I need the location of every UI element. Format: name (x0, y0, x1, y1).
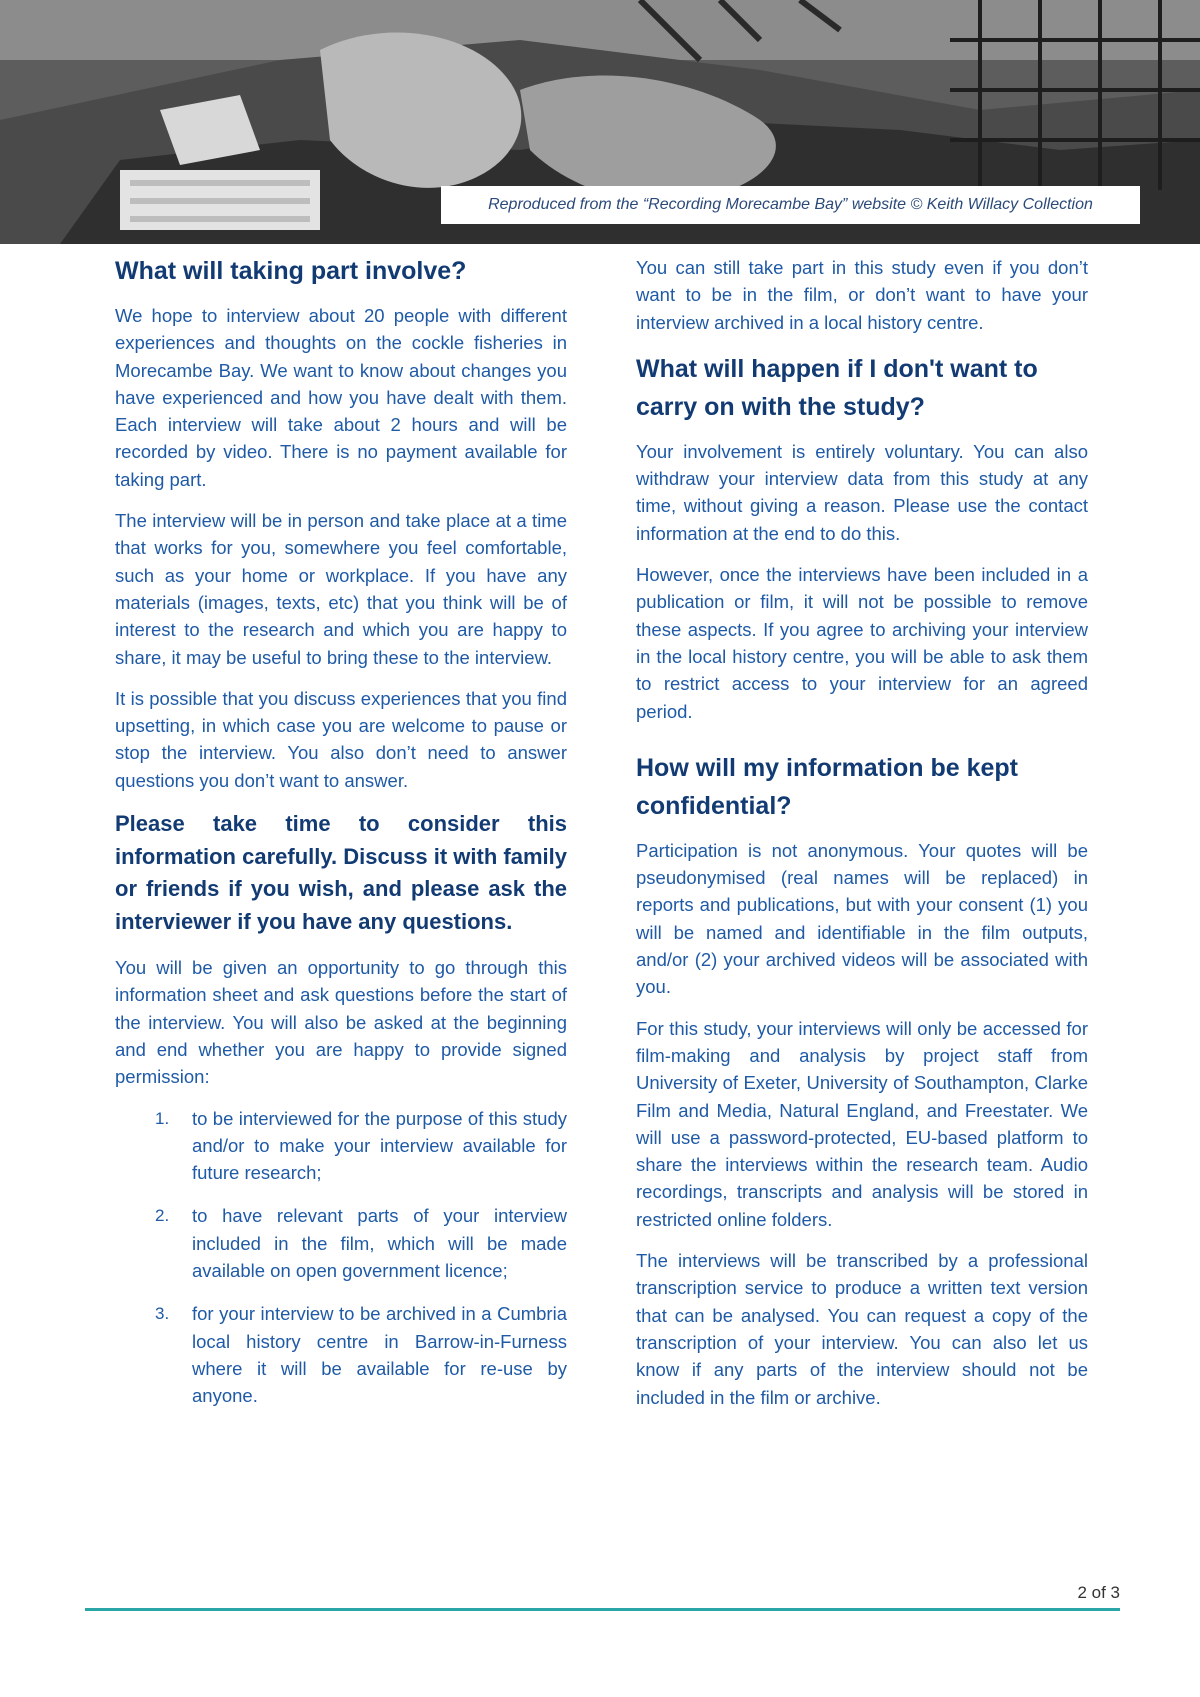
list-item (115, 1202, 567, 1284)
paragraph-upsetting-experiences: It is possible that you discuss experiences that you find upsetting, in which case you are welcome to pause or stop the interview. You also don’t need to answer questions you don’t want to answer. (115, 687, 567, 791)
list-number: 3. (155, 1304, 170, 1324)
heading-taking-part: What will taking part involve? (115, 257, 467, 285)
list-text: to be interviewed for the purpose of this study and/or to make your interview available for future research; (192, 1107, 567, 1184)
list-item (115, 1105, 567, 1187)
heading-confidential: How will my information be kept confidential? (636, 753, 1018, 820)
page-number: 2 of 3 (1077, 1583, 1120, 1602)
paragraph-cannot-remove: However, once the interviews have been included in a publication or film, it will not be possible to remove these aspects. If you agree to archiving your interview in the local history centre, you will be able to ask them to restrict access to your interview for an agreed period. (636, 564, 1088, 722)
footer-divider (85, 1608, 1120, 1611)
paragraph-interview-overview: We hope to interview about 20 people with different experiences and thoughts on the cockle fisheries in Morecambe Bay. We want to know about changes you have experienced and how you have dealt with them. Each interview will take about 2 hours and will be recorded by video. There is no payment available for taking part. (115, 305, 567, 490)
paragraph-data-access: For this study, your interviews will only be accessed for film-making and analysis by project staff from University of Exeter, University of Southampton, Clarke Film and Media, Natural England, and Freestater. We will use a password-protected, EU-based platform to share the interviews within the research team. Audio recordings, transcripts and analysis will be stored in restricted online folders. (636, 1017, 1088, 1230)
left-column (115, 252, 567, 1426)
paragraph-signed-permission: You will be given an opportunity to go through this information sheet and ask questions before the start of the interview. You will also be asked at the beginning and end whether you are happy to provide signed permission: (115, 957, 567, 1088)
list-number: 2. (155, 1206, 170, 1226)
paragraph-voluntary: Your involvement is entirely voluntary. You can also withdraw your interview data from this study at any time, without giving a reason. Please use the contact information at the end to do this. (636, 440, 1088, 544)
paragraph-not-anonymous: Participation is not anonymous. Your quotes will be pseudonymised (real names will be replaced) in reports and publications, but with your consent (1) you will be named and identifiable in the film outputs, and/or (2) your archived videos will be associated with you. (636, 839, 1088, 998)
header-photo (0, 0, 1200, 244)
paragraph-interview-location: The interview will be in person and take place at a time that works for you, somewhere you feel comfortable, such as your home or workplace. If you have any materials (images, texts, etc) that you think will be of interest to the research and which you are happy to share, it may be useful to bring these to the interview. (115, 510, 567, 668)
photo-caption: Reproduced from the “Recording Morecambe Bay” website © Keith Willacy Collection (441, 186, 1140, 224)
right-column (636, 254, 1088, 1425)
emphasis-consider-information: Please take time to consider this information carefully. Discuss it with family or friends if you wish, and please ask the interviewer if you have any questions. (115, 811, 567, 934)
list-text: to have relevant parts of your interview included in the film, which will be made available on open government licence; (192, 1205, 567, 1282)
heading-withdraw: What will happen if I don't want to carry on with the study? (636, 354, 1038, 421)
list-text: for your interview to be archived in a Cumbria local history centre in Barrow-in-Furness where it will be available for re-use by anyone. (192, 1303, 567, 1407)
paragraph-take-part-options: You can still take part in this study even if you don’t want to be in the film, or don’t want to have your interview archived in a local history centre. (636, 257, 1088, 333)
list-number: 1. (155, 1108, 170, 1128)
list-item (115, 1300, 567, 1409)
paragraph-transcription: The interviews will be transcribed by a professional transcription service to produce a written text version that can be analysed. You can request a copy of the transcription of your interview. You can also let us know if any parts of the interview should not be included in the film or archive. (636, 1250, 1088, 1408)
permission-list (115, 1105, 567, 1410)
